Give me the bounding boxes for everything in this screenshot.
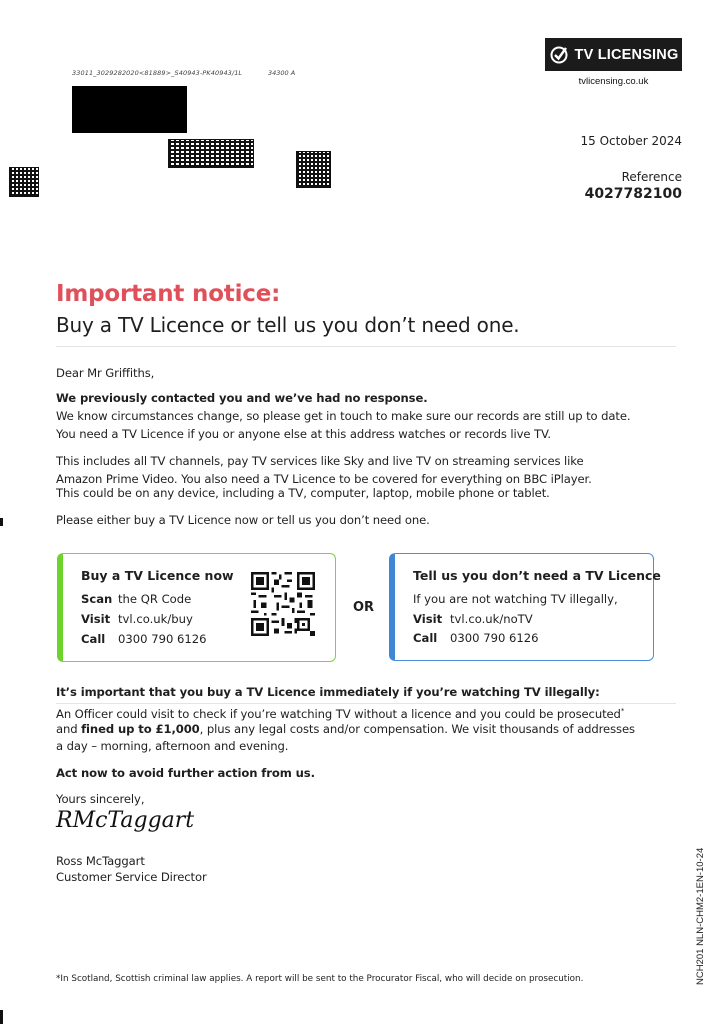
notv-phone-number[interactable]: 0300 790 6126 [450, 631, 539, 645]
warning-line1-text: An Officer could visit to check if you’re watching TV without a licence and you could be prosecuted [56, 706, 621, 721]
warning-line2-pre: and [56, 722, 82, 736]
letter-date: 15 October 2024 [580, 134, 682, 148]
warning-line3: a day – morning, afternoon and evening. [56, 739, 289, 753]
call-key: Call [81, 632, 106, 646]
scan-key: Scan [81, 592, 113, 606]
greeting: Dear Mr Griffiths, [56, 366, 155, 380]
para2-line1: This includes all TV channels, pay TV services like Sky and live TV on streaming services like [56, 454, 584, 468]
notv-visit-link[interactable]: tvl.co.uk/noTV [450, 612, 533, 626]
footnote-marker: * [620, 707, 625, 715]
side-code [695, 835, 709, 985]
signatory-name: Ross McTaggart [56, 854, 145, 868]
sign-off: Yours sincerely, [56, 792, 145, 806]
para2-line3: This could be on any device, including a TV, computer, laptop, mobile phone or tablet. [56, 486, 550, 500]
qr-code[interactable] [251, 572, 315, 636]
signature [56, 808, 194, 833]
address-code-line: 33011_3029282020<81889>_S40943-PK40943/1L [72, 69, 243, 77]
reference-label: Reference [621, 170, 682, 184]
datamatrix-barcode-small [296, 151, 331, 188]
visit-key: Visit [413, 612, 443, 626]
notv-visit-row [413, 612, 533, 626]
notv-line: If you are not watching TV illegally, [413, 592, 618, 606]
buy-box-title: Buy a TV Licence now [81, 568, 234, 583]
tick-icon [549, 45, 569, 65]
side-code-text: NCH201 NLN-CHM2-1EN-10-24 [695, 847, 706, 985]
logo-url: tvlicensing.co.uk [578, 76, 649, 87]
address-code-tag: 34300 A [268, 69, 296, 77]
important-notice-heading: Important notice: [56, 281, 281, 307]
notv-call-row [413, 631, 539, 645]
warning-heading: It’s important that you buy a TV Licence immediately if you’re watching TV illegally: [56, 685, 600, 699]
tv-licensing-logo [545, 38, 682, 71]
intro-bold: We previously contacted you and we’ve had no response. [56, 391, 428, 405]
no-licence-box [389, 553, 661, 661]
para2-line2: Amazon Prime Video. You also need a TV Licence to be covered for everything on BBC iPlayer. [56, 472, 592, 486]
redacted-address-block [72, 86, 187, 133]
signatory-title: Customer Service Director [56, 870, 207, 884]
datamatrix-barcode-large [168, 139, 254, 168]
fold-mark [0, 1010, 3, 1024]
signature-text: RMcTaggart [56, 808, 195, 833]
buy-phone-number[interactable]: 0300 790 6126 [118, 632, 207, 646]
para3: Please either buy a TV Licence now or tell us you don’t need one. [56, 513, 430, 527]
scan-value: the QR Code [118, 592, 192, 606]
buy-licence-box [57, 553, 336, 662]
fine-amount: fined up to £1,000 [81, 722, 200, 736]
footnote: *In Scotland, Scottish criminal law applies. A report will be sent to the Procurator Fiscal, who will decide on prosecution. [56, 974, 584, 984]
datamatrix-barcode-margin [9, 167, 39, 197]
buy-scan-row [81, 592, 191, 606]
or-separator: OR [353, 600, 375, 615]
logo-text: TV LICENSING [574, 46, 679, 63]
notv-box-title: Tell us you don’t need a TV Licence [413, 568, 661, 583]
notice-subheading: Buy a TV Licence or tell us you don’t need one. [56, 313, 520, 337]
call-key: Call [413, 631, 438, 645]
visit-key: Visit [81, 612, 111, 626]
para1-line2: You need a TV Licence if you or anyone else at this address watches or records live TV. [56, 427, 551, 441]
buy-call-row [81, 632, 207, 646]
act-now: Act now to avoid further action from us. [56, 766, 315, 780]
buy-visit-row [81, 612, 193, 626]
buy-visit-link[interactable]: tvl.co.uk/buy [118, 612, 193, 626]
fold-mark [0, 518, 3, 526]
divider [56, 346, 676, 347]
warning-line2-post: , plus any legal costs and/or compensation. We visit thousands of addresses [199, 722, 635, 736]
reference-number: 4027782100 [584, 186, 682, 202]
para1-line1: We know circumstances change, so please get in touch to make sure our records are still up to date. [56, 409, 631, 423]
